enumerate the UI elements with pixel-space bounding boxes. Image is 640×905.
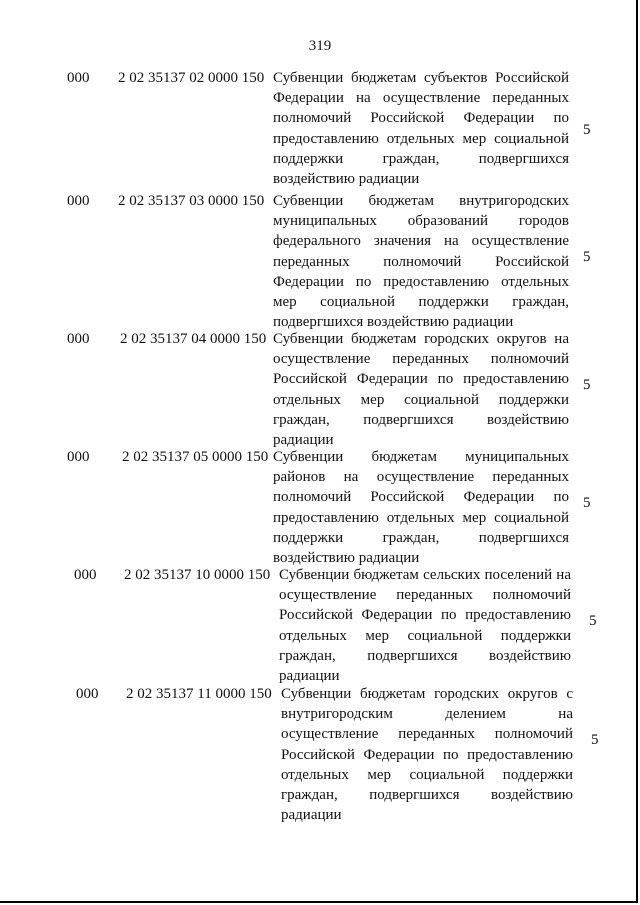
budget-classification-code: 2 02 35137 05 0000 150: [122, 449, 269, 465]
admin-code: 000: [76, 686, 99, 702]
entry-description: Субвенции бюджетам внутригородских муниципальных образований городов федерального значения на осуществление переданных полномочий Российской Федерации по предоставлению отдельных мер социальной поддержки граждан, подвергшихся воздействию радиации: [273, 193, 569, 331]
entry-description: Субвенции бюджетам сельских поселений на осуществление переданных полномочий Российской Федерации по предоставлению отдельных мер социальной поддержки граждан, подвергшихся воздействию радиации: [279, 567, 571, 685]
entry-description: Субвенции бюджетам городских округов с внутригородским делением на осуществление переданных полномочий Российской Федерации по предоставлению отдельных мер социальной поддержки граждан, подвергшихся воздействию радиации: [281, 686, 573, 824]
admin-code: 000: [67, 193, 90, 209]
budget-classification-code: 2 02 35137 04 0000 150: [120, 331, 267, 347]
entry-amount: 5: [583, 377, 591, 393]
entry-description: Субвенции бюджетам муниципальных районов на осуществление переданных полномочий Российской Федерации по предоставлению отдельных мер социальной поддержки граждан, подвергшихся воздействию радиации: [273, 449, 569, 567]
entry-amount: 5: [583, 249, 591, 265]
budget-classification-code: 2 02 35137 03 0000 150: [118, 193, 265, 209]
budget-classification-code: 2 02 35137 10 0000 150: [124, 567, 271, 583]
entry-amount: 5: [583, 122, 591, 138]
entry-amount: 5: [591, 732, 599, 748]
admin-code: 000: [67, 331, 90, 347]
admin-code: 000: [74, 567, 97, 583]
entry-description: Субвенции бюджетам субъектов Российской Федерации на осуществление переданных полномочий Российской Федерации по предоставлению отдельных мер социальной поддержки граждан, подвергшихся воздействию радиации: [273, 70, 569, 188]
budget-classification-code: 2 02 35137 11 0000 150: [126, 686, 272, 702]
admin-code: 000: [67, 70, 90, 86]
entry-description: Субвенции бюджетам городских округов на осуществление переданных полномочий Российской Федерации по предоставлению отдельных мер социальной поддержки граждан, подвергшихся воздействию радиации: [273, 331, 569, 449]
page-number: 319: [308, 38, 332, 54]
budget-classification-code: 2 02 35137 02 0000 150: [118, 70, 265, 86]
entry-amount: 5: [583, 495, 591, 511]
admin-code: 000: [67, 449, 90, 465]
entry-amount: 5: [589, 613, 597, 629]
